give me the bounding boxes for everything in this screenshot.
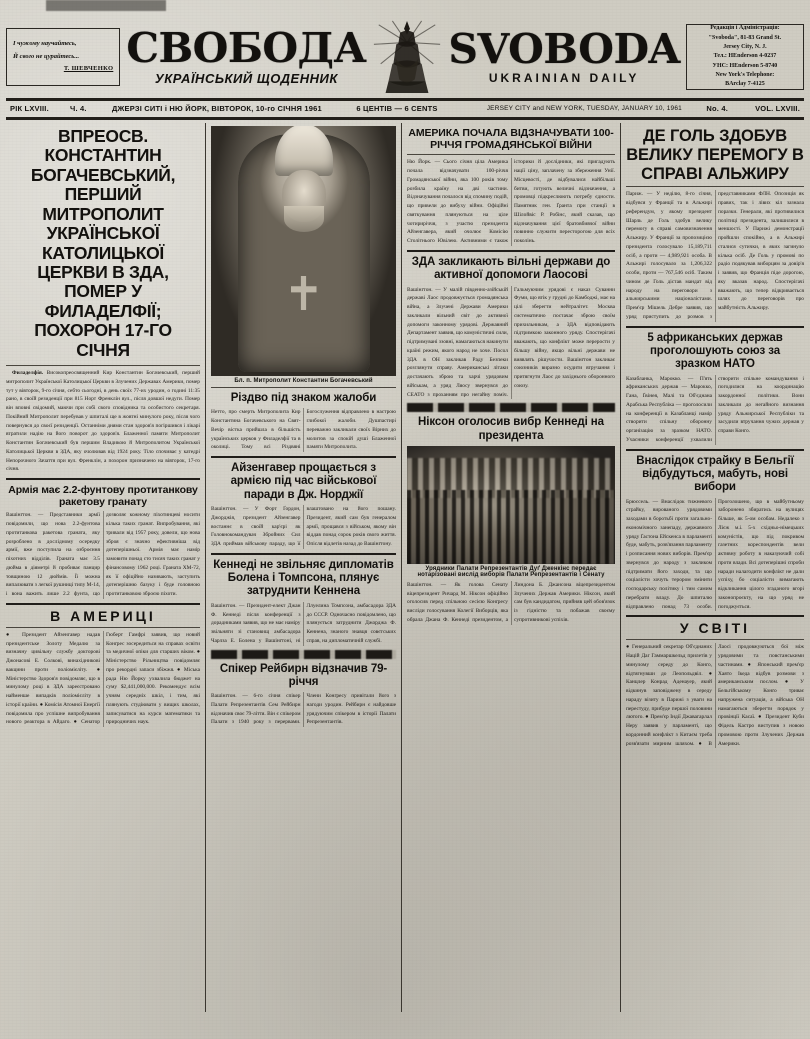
headline-nixon-announcement[interactable]: Ніксон оголосив вибр Кеннеді на президента [418, 416, 604, 442]
portrait-beard [284, 206, 324, 232]
masthead-title-area [126, 18, 680, 96]
contact-line-3: Jersey City, N. J. [723, 44, 767, 51]
headline-kennedy-diplomats[interactable]: Кеннеді не звільняє дипломатів Болена і Томпсона, плянує затруднити Кеннена [213, 558, 394, 598]
issue-number-cyrillic: Ч. 4. [70, 103, 87, 113]
section-header-in-world[interactable]: У СВІТІ [679, 620, 751, 637]
house-officials-election-results-photo [407, 446, 615, 564]
volume-cyrillic: РІК LXVIII. [10, 103, 49, 113]
headline-laos-aid[interactable]: ЗДА закликають вільні держави до активної допомоги Лаосові [411, 255, 611, 282]
rayburn-birthday-body: Вашінґтон. — 6-го січня спікер Палати Репрезентантів Сем Рейбирн відзначив своє 79-ліття. Він є спікером Палати з 1940 року з перервами. Члени Конґресу привітали його з нагоди уродин. Рейбирн є найдовше урядуючим спікером в історії Палати Репрезентантів. [211, 693, 396, 726]
masthead-cyrillic-title-group [126, 24, 367, 86]
civil-war-centennial-body: Ню Йорк. — Сього січня ціла Америка почала відзначувати 100-річчя Громадянської війни, яка 100 років тому розбила країну на дві частини. Відзначування почалося від спомину подій, що привели до вибуху війни. Офіційні святкування плянуються на ціле чотириріччя, з участю президента Айзенгавера, який очолює Комісію Столітнього Ювілею. Активними є також історики й дослідники, які пригадують нації ціну, заплачену за збереження Унії. Місцевості, де відбувалися найбільші битви, готують величні відзначення, а промовці підкреслюють потребу єдности. Памятник ген. Ґранта при станції в Шілойвіс Р. Робінс, який сказав, що відзначування цієї братовбивчої війни повинно служити пересторогою для всіх поколінь. [407, 159, 615, 245]
ukrainian-trident-statue-emblem [370, 19, 444, 95]
nixon-announcement-body: Вашінґтон. — Як голова Сенату віцепрезидент Ричард М. Ніксон офіційно оголосив перед спільною сесією Конґресу висліди голосування Колегії Виборців, яка обрала Джана Ф. Кеннеді президентом, а Линдона Б. Джансона віцепрезидентом Злучених Держав Америки. Ніксон, який сам був кандидатом, прийняв цей обов'язок із гідністю та побажав своєму супротивникові успіхів. [407, 581, 615, 623]
lead-dateline-city: Филаделфія. [12, 370, 44, 377]
newspaper-title-latin: SVOBODA [448, 24, 680, 73]
page-top-margin [6, 0, 804, 18]
headline-antitank-rocket[interactable]: Армія має 2.2-фунтову протитанкову ракетову гранату [8, 484, 198, 509]
contact-ny-phone-label: New York's Telephone: [715, 71, 775, 78]
scan-smudge [46, 0, 166, 11]
de-gaulle-victory-body: Париж. — У неділю, 8-го січня, відбувся у Франції та в Альжирі референдум, у якому президент Шарль де Голь здобув велику перемогу в справі самовизначення Альжиру. У Франції за пропозицією президента голосувало 15,189,711 осіб, а проти — 4,989,921 особа. В Альжирі голосувало за 1,206,322 особи, проти — 767,546 осіб. Таким чином де Голь дістав мандат від народу на переговори з альжирськими націоналістами. Прем'єр Мішель Дебре заявив, що уряд приступить до розмов з представниками ФЛН. Опозиція як правих, так і лівих кіл зазнала поразки. Генерали, які противилися політиці президента, залишилися в меншості. У Парижі демонстрації пройшли спокійно, а в Альжирі сталися сутички, в яких загинуло кілька осіб. Де Голь у промові по радіо подякував виборцям за довір'я і заявив, що Франція піде дорогою, яку вказав народ. Спостерігачі вважають, що тепер відкривається шлях до переговорів про майбутність Альжиру. [626, 191, 804, 320]
contact-line-1: Редакція і Адміністрація: [710, 25, 780, 32]
headline-de-gaulle-victory[interactable]: ДЕ ГОЛЬ ЗДОБУВ ВЕЛИКУ ПЕРЕМОГУ В СПРАВІ АЛЬЖИРУ [626, 127, 804, 183]
kennedy-rule [211, 553, 396, 555]
in-america-rule [6, 603, 200, 605]
africa-rule [626, 326, 804, 328]
in-america-items: ● Президент Айзенгавер надав президентське Золоту Медалю за визначну цивільну службу докторові Джонасові Е. Солкові, винахідникові вакцини проти поліомієліту. ● Міністерство Здоров'я повідомляє, що в минулому році в ЗДА зареєстровано найменше випадків поліомієліту в історії країни. ● Комісія Атомної Енергії повідомила про успішне випробування нового реактора в Айдаго. ● Сенатор Гюберт Гамфрі заявив, що новий Конґрес зосередиться на справах освіти та медичної опіки для старших віком. ● Міністерство Рільництва повідомляє про рекордні запаси збіжжя. ● Міська рада Ню Йорку ухвалила бюджет на суму $2,441,000,000. Рекомендує всім учням середніх шкіл, і тим, які плянують студіювати у вищих школах, записуватися на курси математики та природничих наук. [6, 631, 200, 726]
in-world-items: ● Генеральний секретар Об'єднаних Націй Даґ Гаммаршкельд прилетів у минулому середу до Конґо, відтягнувши до Леопольдвіл. ● Канцлер Конрад Аденауер, який відкинув заповіджену в середу нараду візиту в Парижі з уваги на перестуду, прибуде першої половини лютого. ● Прем'єр Індії Джавагарлал Неру заявив у парламенті, що кордонний конфлікт з Китаєм треба розв'язати мирним шляхом. ● В Лаосі продовжуються бої між урядовими та повстанськими частинами. ● Японський прем'єр Хаято Ікеда відбув розмови з американським послом. ● У Бельгійському Конґо триває напружена ситуація, а війська ОН намагаються зберегти порядок у провінції Касаї. ● Президент Куби Фідель Кастро виступив з новою промовою проти Злучених Держав Америки. [626, 644, 804, 747]
column-three [401, 123, 620, 1012]
portrait-metropolitan-bohachevsky [211, 126, 396, 376]
lead-body-text: Високопреосвященний Кир Константин Богачевський, перший митрополит Української Католицької Церкви в Злучених Державах Америки, помер тут у вівторок, 9-го січня, себто сьогодні, в день своїх 77-их уродин, о годині 11:35 рано, в своїй резиденції при 815 Норт Френклін вул., після довшої недуги. Помер він вповні свідомий, маючи при собі свого сповідника та особистого секретаря. Покійний Митрополит перебував у шпиталі ще в жовтні минулого року, після чого повернувся до своєї резиденції. Останніми днями стан здоров'я погіршився і лікарі втратили надію на його поворот до здоров'я. Блаженної памяти Митрополит Константин Богачевський був першим Владикою й Митрополитом Української Католицької Церкви в ЗДА, яку очолював від 1924 року. Тіло спочиває у катедрі Непорочного Зачаття при вул. Френклін, а похорон призначено на вівторок, 17-го січня. [6, 370, 200, 473]
lead-headline[interactable]: ВПРЕОСВ. КОНСТАНТИН БОГАЧЕВСЬКИЙ, ПЕРШИЙ МИТРОПОЛИТ УКРАЇНСЬКОЇ КАТОЛИЦЬКОЇ ЦЕРКВИ В ЗДА, ПОМЕР У ФИЛАДЕЛФІЇ; ПОХОРОН 17-ГО СІЧНЯ [30, 126, 176, 360]
degaulle-rule [626, 186, 804, 187]
quote-line-2: Й свого не цурайтесь... [13, 52, 80, 60]
eisenhower-rule [211, 456, 396, 458]
antitank-rocket-body: Вашінґтон. — Представники армії повідомили, що нова 2.2-фунтова протитанкова ракетова граната, яку розроблено в дослідному осередку армії, вже поступила на озброєння піхотних відділів. Граната має 3.5 дюйма в діяметрі й пробиває панцир товщиною 12 дюймів. Її можна випалювати з легкої рушниці типу М-14, і вона важить лише 2.2 фунта, що дозволяє кожному піхотинцеві носити кілька таких гранат. Випробування, які тривали від 1957 року, довели, що нова зброя є значно ефективніша від дотеперішньої. Армія має намір замовити понад сто тисяч таких гранат у фінансовому 1962 році. Граната ХМ-72, як її офіційно називають, заступить дотеперішню базуку і буде головною протитанковою зброєю піхоти. [6, 512, 200, 598]
issue-number-english: No. 4. [706, 103, 728, 113]
headline-christmas-mourning[interactable]: Різдво під знаком жалоби [230, 392, 377, 404]
section-header-in-america[interactable]: В АМЕРИЦІ [50, 607, 156, 624]
dateline-bar [6, 101, 804, 115]
caption-rule [211, 387, 396, 388]
place-date-english: JERSEY CITY and NEW YORK, TUESDAY, JANUARY 10, 1961 [486, 104, 682, 112]
headline-eisenhower-farewell[interactable]: Айзенгавер прощається з армією під час військової паради в Дж. Норджії [230, 462, 377, 501]
newspaper-subtitle-cyrillic: УКРАЇНСЬКИЙ ЩОДЕННИК [154, 70, 338, 86]
mitre-headwear [275, 126, 333, 176]
column-one [6, 123, 205, 1012]
contact-ny-phone-number: BArclay 7-4125 [725, 81, 765, 88]
laos-aid-body: Вашінґтон. — У малій південно-азійській державі Лаос продовжується громадянська війна, а Злучені Держави Америки закликали вільний світ до активної допомоги законному урядові. Державний Департамент заявив, що комуністичні сили, підтримувані ззовні, намагаються накинути країні режим, якого народ не хоче. Посол ЗДА в ОН закликав Раду Безпеки розглянути справу. Американські літаки достачають зброю та харчі урядовим військам, а уряд Ляосу звернувся до СЕАТО з проханням про негайну поміч. Гальмуючим урядові є наказ Суванни Фуми, що втік у грудні до Камбоджі, має на цілі зберегти нейтралітет. Москва систематично постачає зброю своїм прихильникам, а ЗДА відповідають підтримкою законного уряду. Спостерігачі вважають, що конфлікт може перерости у більшу війну, якщо вільні держави не виявлять рішучости. Вашінґтон закликає союзників виразно осудити втручання і притягнути Лаос до західнього оборонного союзу. [407, 286, 615, 398]
quote-line-1: І чужому научайтесь, [13, 40, 77, 48]
contact-phone-una: УНС: HEnderson 5-8740 [712, 62, 778, 69]
volume-english: VOL. LXVIII. [755, 103, 800, 113]
newspaper-subtitle-latin: UKRAINIAN DAILY [488, 71, 640, 86]
contact-phone-editorial: Тел.: HEnderson 4-0237 [713, 53, 777, 60]
election-photo-caption: Урядники Палати Репрезентантів Дуґ Дженкінс передає нотарізовані вислід виборів Палати Репрезентантів і Сенату [417, 565, 605, 578]
column-four [620, 123, 804, 1012]
lead-article-body [6, 369, 200, 474]
african-union-nato-body: Казабланка, Марокко. — П'ять африканських держав — Марокко, Гана, Ґвінея, Малі та Об'єднана Арабська Республіка — проголосили на конференції в Казабланці намір створити спільну оборонну організацію за зразком НАТО. Учасники конференції ухвалили створити спільне командування і погодилися на координацію закордонної політики. Вони закликали до негайного визнання уряду Альжирської Республіки та засудили втручання чужих держав у справи Конґо. [626, 375, 804, 443]
shevchenko-quote-box [6, 28, 120, 86]
front-page-columns [6, 123, 804, 1012]
in-america-underline [6, 627, 200, 628]
contact-line-2: "Svoboda", 81-83 Grand St. [708, 34, 782, 41]
kennedy-diplomats-body: Вашінґтон. — Президент-елект Джан Ф. Кеннеді після конференції з дорадниками заявив, що не має наміру звільняти зі становищ амбасадора Чарлза Е. Болена у Вашінґтоні, ні Ллуелина Томпсона, амбасадора ЗДА до СССР. Одночасно повідомлено, що плянується затруднити Джорджа Ф. Кеннена, знаного знавця совєтських справ, на дипломатичній службі. [211, 602, 396, 644]
civilwar-rule [407, 154, 615, 155]
masthead [6, 18, 804, 96]
newspaper-title-cyrillic: СВОБОДА [126, 24, 367, 73]
rocket-section-rule [6, 478, 200, 480]
contact-info-box [686, 24, 804, 90]
headline-civil-war-centennial[interactable]: АМЕРИКА ПОЧАЛА ВІДЗНАЧУВАТИ 100-РІЧЧЯ ГРОМАДЯНСЬКОЇ ВІЙНИ [408, 127, 614, 152]
headline-african-union-nato[interactable]: 5 африканських держав проголошують союз за зразком НАТО [647, 331, 783, 371]
ink-blot-divider [211, 650, 396, 659]
quote-attribution: Т. ШЕВЧЕНКО [63, 65, 114, 73]
portrait-inner [211, 126, 396, 376]
in-world-underline [626, 639, 804, 640]
christmas-mourning-body: Нетто, про смерть Митрополита Кир Константина Богачевського на Свят-Вечір вістка прийшла в більшість українських церков у Филаделфії та в околиці. Тому всі Різдвяні Богослуження відправлено в настрою глибокої жалоби. Душпастирі переважно закликали своїх Вірних до молитов за спокій душі Блаженної памяти Митрополита. [211, 409, 396, 451]
belgium-rule [626, 449, 804, 451]
in-world-rule [626, 615, 804, 617]
eisenhower-farewell-body: Вашінґтон. — У Форт Ґордон, Джорджія, президент Айзенгавер востаннє в своїй кар'єрі як Головнокомандувач Збройних Сил ЗДА приймав військову параду, що її влаштовано на його пошану. Президент, який сам був генералом армії, прощався з військом, якому він віддав понад сорок років свого життя. Опісля відлетів назад до Вашінґтону. [211, 506, 396, 548]
price-label: 6 ЦЕНТІВ — 6 CENTS [356, 103, 438, 113]
column-two [205, 123, 401, 1012]
headline-belgium-strike-elections[interactable]: Внаслідок страйку в Бельгії відбудуться, мабуть, нові вибори [636, 454, 794, 494]
photo-foreground-figures [407, 490, 615, 564]
laos-rule [407, 250, 615, 252]
dateline-bottom-rule [6, 117, 804, 120]
portrait-caption: Бл. п. Митрополит Константин Богачевський [234, 378, 373, 384]
belgium-strike-body: Брюссель. — Внаслідок тижневого страйку, вированого урядовими заходами в боротьбі проти загально-економічного занепаду, державного уряду Ґастона Ейскенса в парламенті буде, мабуть, розв'язання парламенту і розписання нових виборів. Прем'єр звернувся до народу з закликом підтримати його заходи, та що соціалісти хочуть терором змінити господарську політику і тим самим перебрати владу. До шпиталю відправлено понад 73 особи. Проголошено, що в майбутньому заборонено збиратись на вулицях більше, як 5-ом особам. Недалеко з Лієж м.і. 5-х східньо-німецьких комуністів, що під покривом газетних кореспондентів вели активну роботу в наказуючий собі проти влади. Всі дотеперішні спроби наради налагодити конфлікт не дали успіху, бо соціалісти вимагають відкликання цілого згаданого вгорі законопроєкту, на що уряд не погоджується. [626, 498, 804, 610]
ink-blot-divider-2 [407, 403, 615, 412]
lead-rule [6, 365, 200, 366]
headline-rayburn-birthday[interactable]: Спікер Рейбирн відзначив 79-річчя [219, 662, 388, 688]
masthead-latin-title-group [448, 24, 680, 86]
place-date-cyrillic: ДЖЕРЗІ СИТІ і НЮ ЙОРК, ВІВТОРОК, 10-го СІЧНЯ 1961 [112, 103, 322, 113]
